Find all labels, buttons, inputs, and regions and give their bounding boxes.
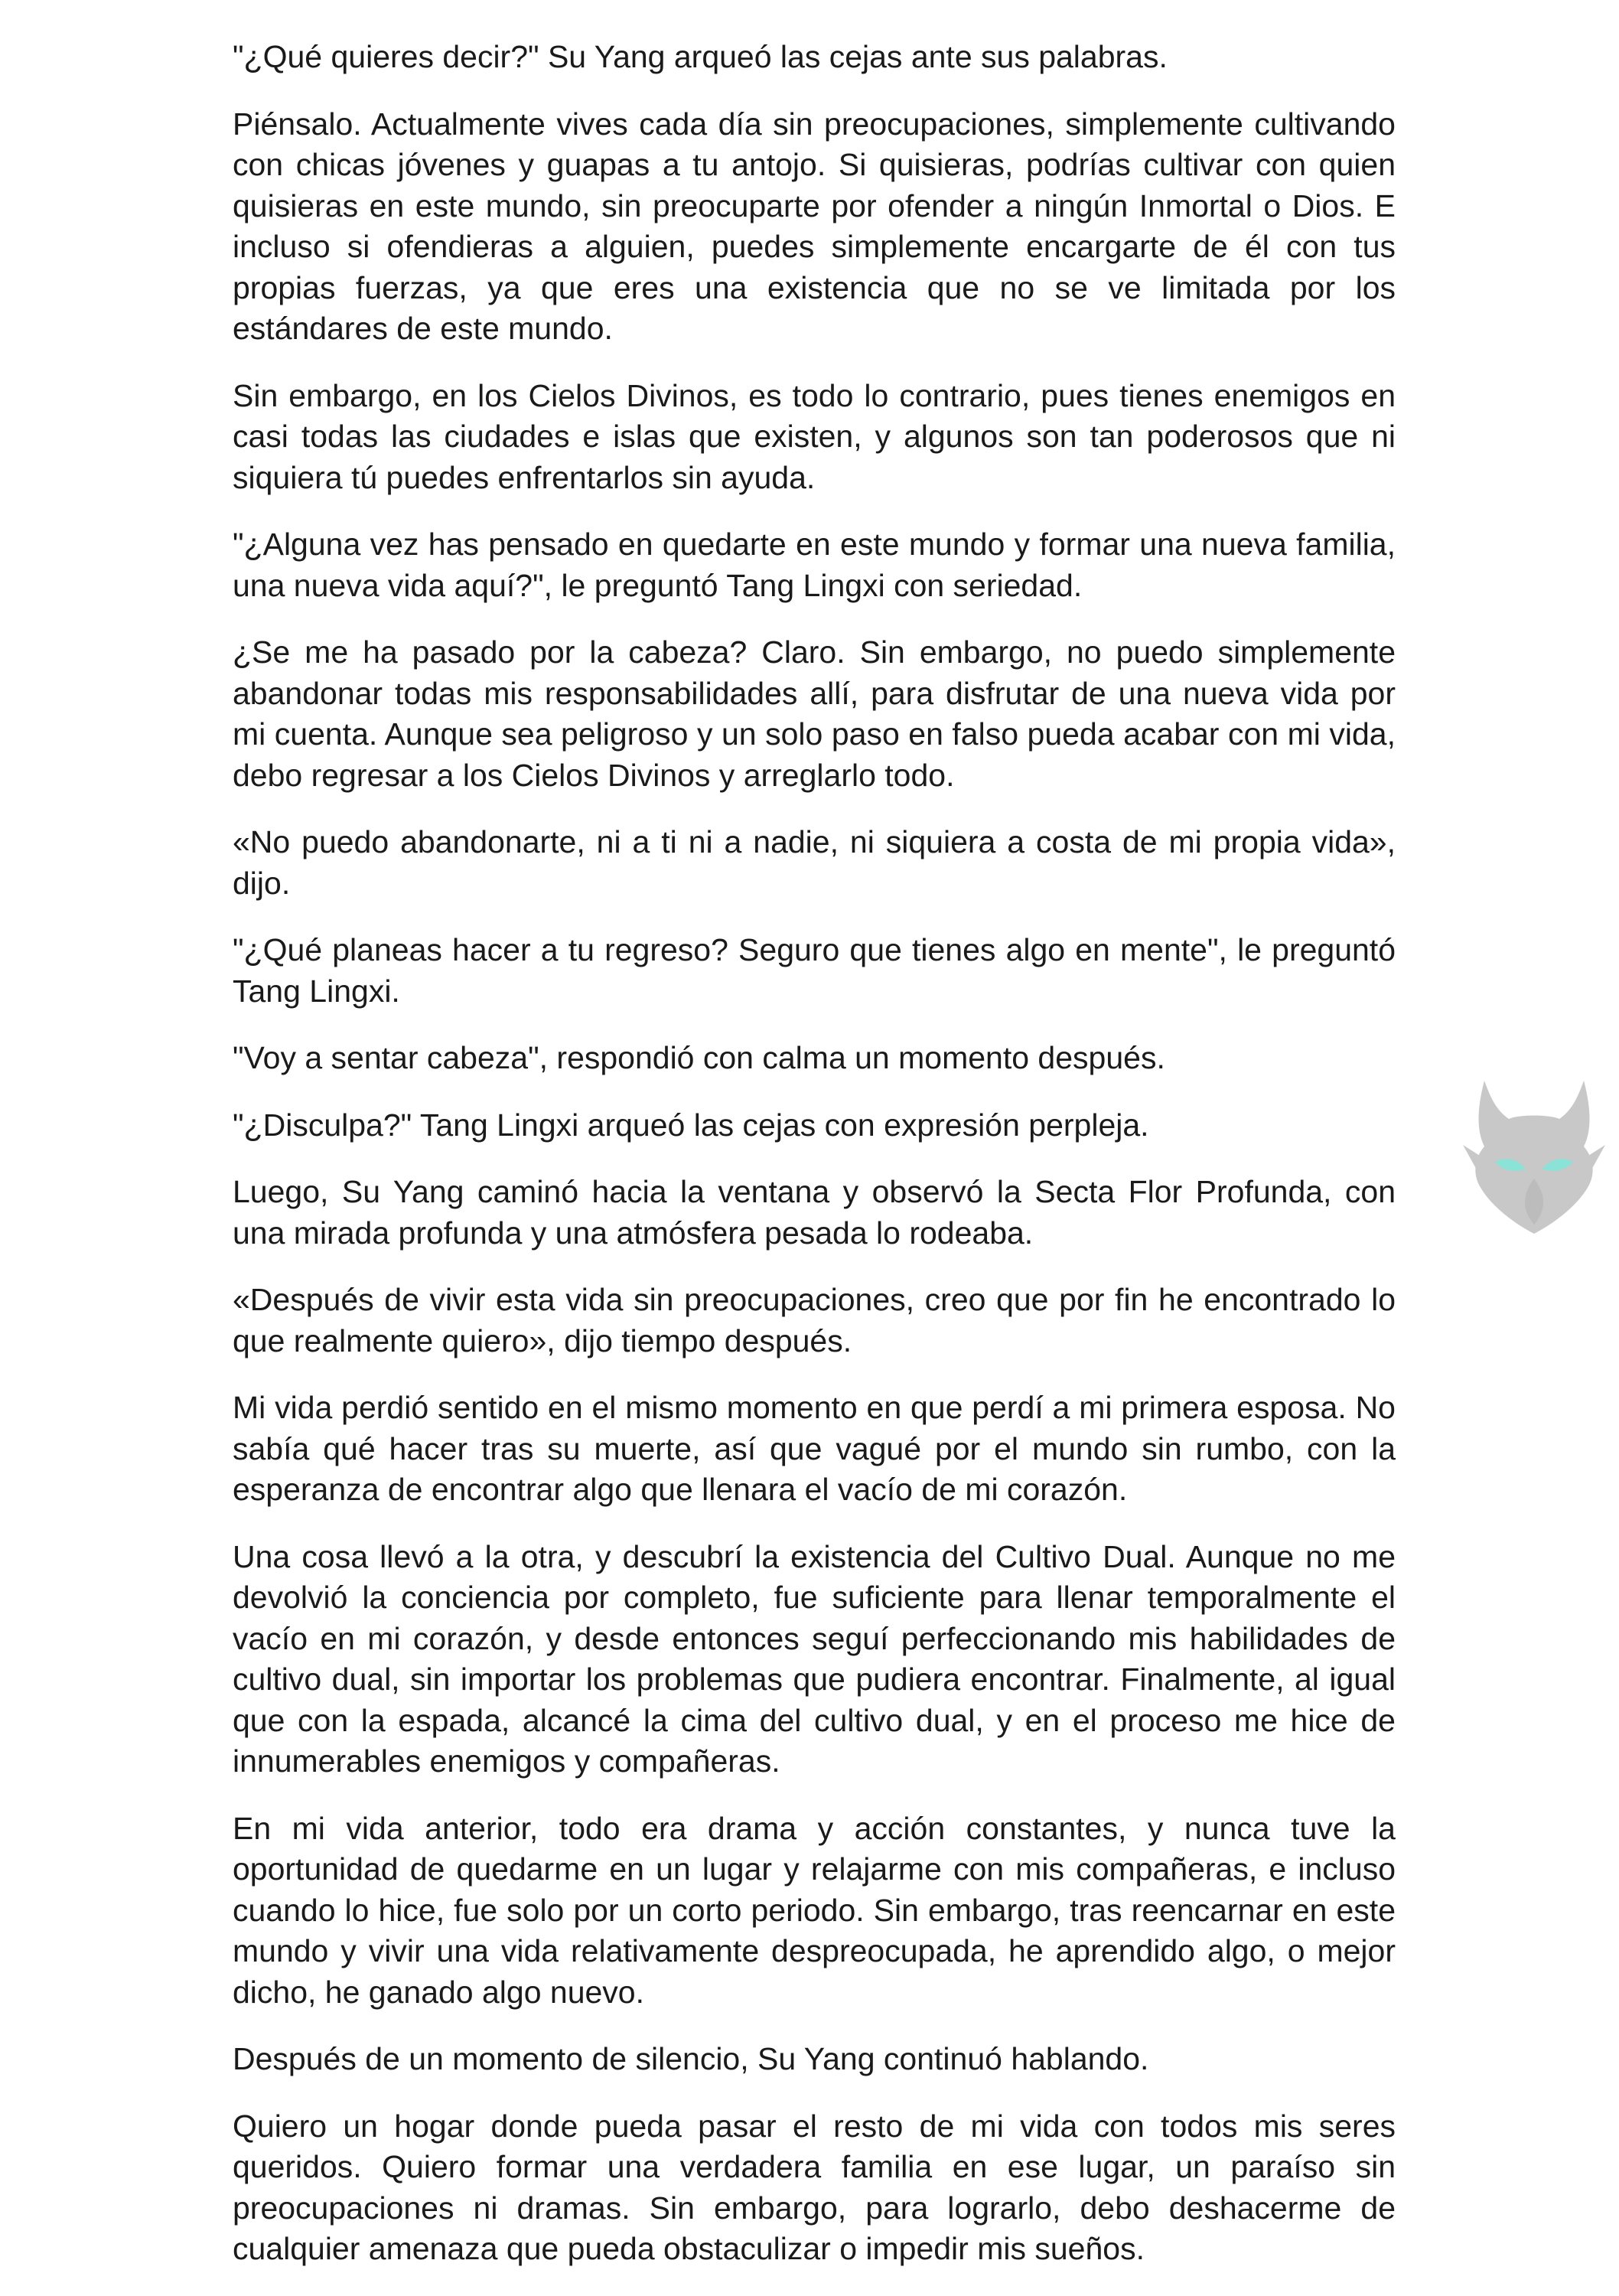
demon-head-icon — [1461, 1071, 1607, 1236]
paragraph-8: "Voy a sentar cabeza", respondió con calma un momento después. — [233, 1040, 1165, 1075]
paragraph-7: "¿Qué planeas hacer a tu regreso? Seguro que tienes algo en mente", le preguntó Tang Lingxi. — [233, 932, 1396, 1009]
paragraph-4: "¿Alguna vez has pensado en quedarte en este mundo y formar una nueva familia, una nueva vida aquí?", le preguntó Tang Lingxi con seriedad. — [233, 527, 1396, 603]
paragraph-9: "¿Disculpa?" Tang Lingxi arqueó las cejas con expresión perpleja. — [233, 1107, 1149, 1143]
paragraph-3: Sin embargo, en los Cielos Divinos, es todo lo contrario, pues tienes enemigos en casi todas las ciudades e islas que existen, y algunos son tan poderosos que ni siquiera tú puedes enfrentarlos sin ayuda. — [233, 377, 1396, 495]
paragraph-13: Una cosa llevó a la otra, y descubrí la existencia del Cultivo Dual. Aunque no me devolvió la conciencia por completo, fue suficiente para llenar temporalmente el vacío en mi corazón, y desde entonces seguí perfeccionando mis habilidades de cultivo dual, sin importar los problemas que pudiera encontrar. Finalmente, al igual que con la espada, alcancé la cima del cultivo dual, y en el proceso me hice de innumerables enemigos y compañeras. — [233, 1538, 1396, 1779]
document-body — [233, 37, 1396, 2296]
paragraph-16: Quiero un hogar donde pueda pasar el resto de mi vida con todos mis seres queridos. Quiero formar una verdadera familia en ese lugar, un paraíso sin preocupaciones ni dramas. Sin embargo, para lograrlo, debo deshacerme de cualquier amenaza que pueda obstaculizar o impedir mis sueños. — [233, 2108, 1396, 2266]
paragraph-5: ¿Se me ha pasado por la cabeza? Claro. Sin embargo, no puedo simplemente abandonar todas mis responsabilidades allí, para disfrutar de una nueva vida por mi cuenta. Aunque sea peligroso y un solo paso en falso pueda acabar con mi vida, debo regresar a los Cielos Divinos y arreglarlo todo. — [233, 634, 1396, 793]
paragraph-11: «Después de vivir esta vida sin preocupaciones, creo que por fin he encontrado lo que realmente quiero», dijo tiempo después. — [233, 1282, 1396, 1358]
paragraph-2: Piénsalo. Actualmente vives cada día sin preocupaciones, simplemente cultivando con chicas jóvenes y guapas a tu antojo. Si quisieras, podrías cultivar con quien quisieras en este mundo, sin preocuparte por ofender a ningún Inmortal o Dios. E incluso si ofendieras a alguien, puedes simplemente encargarte de él con tus propias fuerzas, ya que eres una existencia que no se ve limitada por los estándares de este mundo. — [233, 106, 1396, 346]
paragraph-15: Después de un momento de silencio, Su Yang continuó hablando. — [233, 2041, 1149, 2076]
paragraph-6: «No puedo abandonarte, ni a ti ni a nadie, ni siquiera a costa de mi propia vida», dijo. — [233, 824, 1396, 901]
paragraph-14: En mi vida anterior, todo era drama y acción constantes, y nunca tuve la oportunidad de quedarme en un lugar y relajarme con mis compañeras, e incluso cuando lo hice, fue solo por un corto periodo. Sin embargo, tras reencarnar en este mundo y vivir una vida relativamente despreocupada, he aprendido algo, o mejor dicho, he ganado algo nuevo. — [233, 1810, 1396, 2010]
paragraph-10: Luego, Su Yang caminó hacia la ventana y observó la Secta Flor Profunda, con una mirada profunda y una atmósfera pesada lo rodeaba. — [233, 1174, 1396, 1251]
paragraph-12: Mi vida perdió sentido en el mismo momento en que perdí a mi primera esposa. No sabía qué hacer tras su muerte, así que vagué por el mundo sin rumbo, con la esperanza de encontrar algo que llenara el vacío de mi corazón. — [233, 1390, 1396, 1507]
paragraph-1: "¿Qué quieres decir?" Su Yang arqueó las cejas ante sus palabras. — [233, 39, 1168, 74]
